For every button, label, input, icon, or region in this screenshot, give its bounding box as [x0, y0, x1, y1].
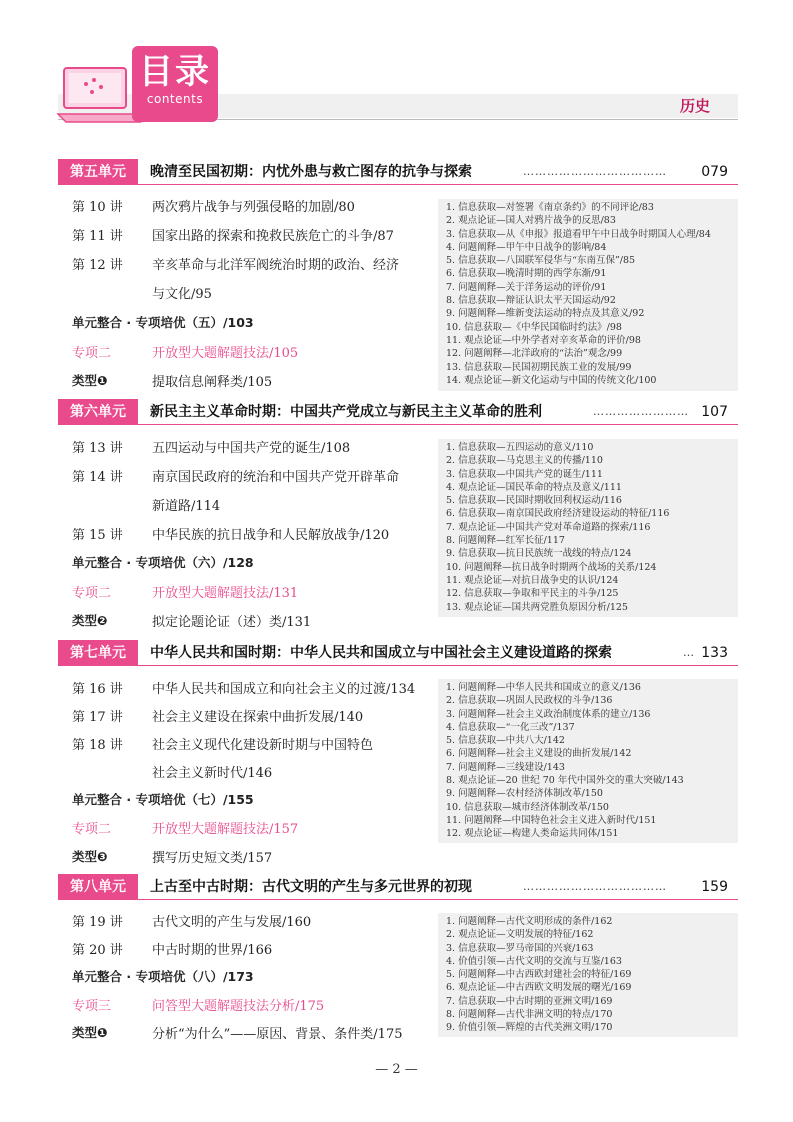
- list-item[interactable]: 12. 信息获取—争取和平民主的斗争/125: [446, 588, 619, 600]
- list-item[interactable]: 7. 问题阐释—三线建设/143: [446, 761, 565, 773]
- unit-integration-entry[interactable]: 单元整合 · 专项培优（六）/128: [72, 555, 254, 570]
- leader-dots: ……………………: [593, 405, 689, 418]
- type-entry[interactable]: 分析“为什么”——原因、背景、条件类/175: [152, 1027, 403, 1042]
- list-item[interactable]: 3. 信息获取—罗马帝国的兴衰/163: [446, 942, 594, 954]
- lecture-entry[interactable]: 五四运动与中国共产党的诞生/108: [152, 441, 351, 456]
- special-entry[interactable]: 开放型大题解题技法/105: [152, 346, 299, 361]
- list-item[interactable]: 11. 问题阐释—中国特色社会主义进入新时代/151: [446, 814, 657, 826]
- list-item[interactable]: 3. 信息获取—中国共产党的诞生/111: [446, 468, 603, 480]
- list-item[interactable]: 2. 观点论证—文明发展的特征/162: [446, 929, 594, 941]
- unit-badge: 第七单元: [58, 640, 138, 666]
- lecture-entry[interactable]: 中古时期的世界/166: [152, 943, 273, 958]
- lecture-label: 第 11 讲: [72, 229, 123, 244]
- list-item[interactable]: 8. 问题阐释—古代非洲文明的特点/170: [446, 1009, 613, 1021]
- list-item[interactable]: 2. 信息获取—巩固人民政权的斗争/136: [446, 695, 613, 707]
- unit-page-number: 133: [701, 645, 728, 661]
- list-item[interactable]: 5. 信息获取—民国时期收回利权运动/116: [446, 495, 622, 507]
- lecture-entry[interactable]: 中华人民共和国成立和向社会主义的过渡/134: [152, 682, 416, 697]
- unit-badge: 第六单元: [58, 399, 138, 425]
- type-label: 类型❶: [72, 1025, 108, 1040]
- lecture-label: 第 14 讲: [72, 470, 123, 485]
- unit-badge: 第五单元: [58, 159, 138, 185]
- unit-title: 晚清至民国初期：内忧外患与救亡图存的抗争与探索: [150, 164, 472, 180]
- contents-title-box: [132, 46, 218, 122]
- unit-page-number: 159: [701, 879, 728, 895]
- list-item[interactable]: 9. 问题阐释—维新变法运动的特点及其意义/92: [446, 308, 645, 320]
- special-label: 专项二: [72, 586, 112, 601]
- laptop-icon: [56, 62, 142, 132]
- list-item[interactable]: 3. 信息获取—从《申报》报道看甲午中日战争时期国人心理/84: [446, 228, 711, 240]
- list-item[interactable]: 10. 信息获取—城市经济体制改革/150: [446, 801, 609, 813]
- unit-header[interactable]: [58, 874, 738, 900]
- list-item[interactable]: 13. 观点论证—国共两党胜负原因分析/125: [446, 601, 628, 613]
- page-title: 目录: [139, 52, 211, 92]
- lecture-entry-continued[interactable]: 新道路/114: [152, 499, 221, 514]
- list-item[interactable]: 6. 信息获取—南京国民政府经济建设运动的特征/116: [446, 508, 670, 520]
- list-item[interactable]: 5. 信息获取—中共八大/142: [446, 735, 565, 747]
- lecture-label: 第 10 讲: [72, 200, 123, 215]
- unit-badge: 第八单元: [58, 874, 138, 900]
- special-label: 专项三: [72, 999, 112, 1014]
- type-label: 类型❶: [72, 373, 108, 388]
- list-item[interactable]: 7. 信息获取—中古时期的亚洲文明/169: [446, 995, 613, 1007]
- lecture-entry[interactable]: 辛亥革命与北洋军阀统治时期的政治、经济: [152, 258, 400, 273]
- lecture-entry-continued[interactable]: 社会主义新时代/146: [152, 766, 273, 781]
- list-item[interactable]: 4. 观点论证—国民革命的特点及意义/111: [446, 481, 622, 493]
- unit-header[interactable]: [58, 159, 738, 185]
- list-item[interactable]: 1. 问题阐释—中华人民共和国成立的意义/136: [446, 682, 641, 693]
- list-item[interactable]: 6. 观点论证—中古西欧文明发展的曙光/169: [446, 982, 632, 994]
- unit-integration-entry[interactable]: 单元整合 · 专项培优（五）/103: [72, 315, 254, 330]
- list-item[interactable]: 7. 问题阐释—关于洋务运动的评价/91: [446, 281, 607, 293]
- unit-integration-entry[interactable]: 单元整合 · 专项培优（八）/173: [72, 969, 254, 984]
- list-item[interactable]: 4. 价值引领—古代文明的交流与互鉴/163: [446, 955, 622, 967]
- type-entry[interactable]: 提取信息阐释类/105: [152, 375, 273, 390]
- special-label: 专项二: [72, 822, 112, 837]
- special-entry[interactable]: 开放型大题解题技法/131: [152, 586, 299, 601]
- leader-dots: ………………………………: [523, 165, 667, 178]
- lecture-label: 第 16 讲: [72, 682, 123, 697]
- lecture-label: 第 12 讲: [72, 258, 123, 273]
- list-item[interactable]: 4. 信息获取—“一化三改”/137: [446, 721, 575, 733]
- list-item[interactable]: 9. 问题阐释—农村经济体制改革/150: [446, 788, 603, 800]
- lecture-label: 第 20 讲: [72, 943, 123, 958]
- list-item[interactable]: 6. 信息获取—晚清时期的西学东渐/91: [446, 268, 607, 280]
- unit-title: 中华人民共和国时期：中华人民共和国成立与中国社会主义建设道路的探索: [150, 645, 612, 661]
- lecture-entry[interactable]: 社会主义现代化建设新时期与中国特色: [152, 738, 374, 753]
- lecture-entry[interactable]: 国家出路的探索和挽救民族危亡的斗争/87: [152, 229, 394, 244]
- type-label: 类型❸: [72, 849, 108, 864]
- special-entry[interactable]: 问答型大题解题技法分析/175: [152, 999, 325, 1014]
- special-label: 专项二: [72, 346, 112, 361]
- type-entry[interactable]: 撰写历史短文类/157: [152, 851, 273, 866]
- lecture-label: 第 19 讲: [72, 915, 123, 930]
- list-item[interactable]: 11. 观点论证—对抗日战争史的认识/124: [446, 574, 619, 586]
- unit-page-number: 079: [701, 164, 728, 180]
- lecture-entry-continued[interactable]: 与文化/95: [152, 287, 212, 302]
- lecture-label: 第 13 讲: [72, 441, 123, 456]
- topic-list-panel: [438, 679, 738, 843]
- unit-page-number: 107: [701, 404, 728, 420]
- list-item[interactable]: 1. 信息获取—五四运动的意义/110: [446, 442, 594, 453]
- subject-label: 历史: [680, 97, 711, 115]
- lecture-entry[interactable]: 中华民族的抗日战争和人民解放战争/120: [152, 528, 390, 543]
- list-item[interactable]: 3. 问题阐释—社会主义政治制度体系的建立/136: [446, 708, 651, 720]
- lecture-entry[interactable]: 社会主义建设在探索中曲折发展/140: [152, 710, 364, 725]
- list-item[interactable]: 2. 观点论证—国人对鸦片战争的反思/83: [446, 215, 616, 227]
- lecture-label: 第 18 讲: [72, 738, 123, 753]
- list-item[interactable]: 5. 信息获取—八国联军侵华与“东南互保”/85: [446, 255, 636, 267]
- lecture-entry[interactable]: 两次鸦片战争与列强侵略的加剧/80: [152, 200, 355, 215]
- list-item[interactable]: 8. 信息获取—辩证认识太平天国运动/92: [446, 295, 616, 307]
- list-item[interactable]: 1. 问题阐释—古代文明形成的条件/162: [446, 916, 613, 927]
- list-item[interactable]: 12. 问题阐释—北洋政府的“法治”观念/99: [446, 348, 623, 360]
- list-item[interactable]: 12. 观点论证—构建人类命运共同体/151: [446, 828, 619, 840]
- unit-title: 上古至中古时期：古代文明的产生与多元世界的初现: [150, 879, 472, 895]
- list-item[interactable]: 8. 观点论证—20 世纪 70 年代中国外交的重大突破/143: [446, 775, 684, 787]
- list-item[interactable]: 5. 问题阐释—中古西欧封建社会的特征/169: [446, 969, 632, 981]
- unit-integration-entry[interactable]: 单元整合 · 专项培优（七）/155: [72, 792, 254, 807]
- lecture-entry[interactable]: 南京国民政府的统治和中国共产党开辟革命: [152, 470, 400, 485]
- list-item[interactable]: 8. 问题阐释—红军长征/117: [446, 535, 565, 547]
- unit-header[interactable]: [58, 399, 738, 425]
- lecture-label: 第 15 讲: [72, 528, 123, 543]
- unit-title: 新民主主义革命时期：中国共产党成立与新民主主义革命的胜利: [150, 404, 542, 420]
- list-item[interactable]: 14. 观点论证—新文化运动与中国的传统文化/100: [446, 374, 657, 386]
- type-entry[interactable]: 拟定论题论证（述）类/131: [152, 615, 312, 630]
- list-item[interactable]: 11. 观点论证—中外学者对辛亥革命的评价/98: [446, 334, 641, 346]
- list-item[interactable]: 6. 问题阐释—社会主义建设的曲折发展/142: [446, 748, 632, 760]
- lecture-label: 第 17 讲: [72, 710, 123, 725]
- leader-dots: …: [683, 646, 695, 659]
- list-item[interactable]: 13. 信息获取—民国初期民族工业的发展/99: [446, 361, 632, 373]
- list-item[interactable]: 1. 信息获取—对签署《南京条约》的不同评论/83: [446, 202, 654, 213]
- list-item[interactable]: 10. 信息获取—《中华民国临时约法》/98: [446, 321, 622, 333]
- topic-list-panel: [438, 913, 738, 1037]
- lecture-entry[interactable]: 古代文明的产生与发展/160: [152, 915, 312, 930]
- page-number: — 2 —: [375, 1062, 418, 1077]
- list-item[interactable]: 10. 问题阐释—抗日战争时期两个战场的关系/124: [446, 561, 657, 573]
- list-item[interactable]: 9. 信息获取—抗日民族统一战线的特点/124: [446, 548, 632, 560]
- special-entry[interactable]: 开放型大题解题技法/157: [152, 822, 299, 837]
- page-subtitle: contents: [146, 92, 204, 106]
- type-label: 类型❷: [72, 613, 108, 628]
- list-item[interactable]: 9. 价值引领—辉煌的古代美洲文明/170: [446, 1022, 613, 1034]
- list-item[interactable]: 2. 信息获取—马克思主义的传播/110: [446, 455, 603, 467]
- topic-list-panel: [438, 439, 738, 617]
- topic-list-panel: [438, 199, 738, 391]
- list-item[interactable]: 4. 问题阐释—甲午中日战争的影响/84: [446, 241, 607, 253]
- list-item[interactable]: 7. 观点论证—中国共产党对革命道路的探索/116: [446, 521, 651, 533]
- unit-header[interactable]: [58, 640, 738, 666]
- leader-dots: ………………………………: [523, 880, 667, 893]
